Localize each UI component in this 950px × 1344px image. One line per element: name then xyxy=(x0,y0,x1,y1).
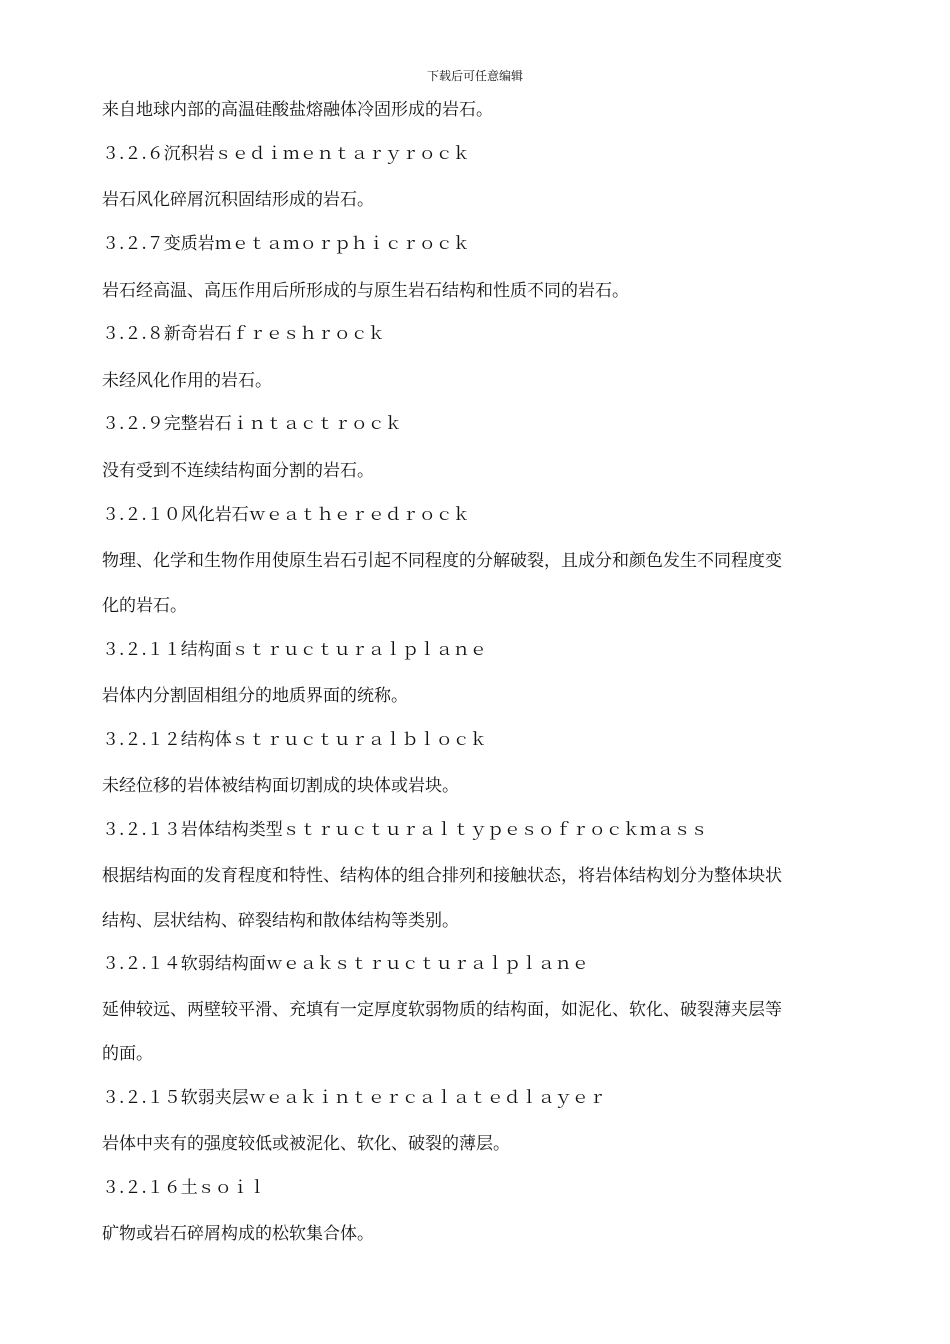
text-line: 的面。 xyxy=(102,1044,153,1064)
text-line: 来自地球内部的高温硅酸盐熔融体冷固形成的岩石。 xyxy=(102,100,493,120)
text-line: 延伸较远、两壁较平滑、充填有一定厚度软弱物质的结构面，如泥化、软化、破裂薄夹层等 xyxy=(102,1000,782,1020)
text-line: 没有受到不连续结构面分割的岩石。 xyxy=(102,461,374,481)
term-heading: ３.２.１５软弱夹层ｗｅａｋｉｎｔｅｒｃａｌａｔｅｄｌａｙｅｒ xyxy=(102,1088,606,1108)
term-heading: ３.２.１３岩体结构类型ｓｔｒｕｃｔｕｒａｌｔｙｐｅｓｏｆｒｏｃｋｍａｓｓ xyxy=(102,820,708,840)
text-line: 岩石经高温、高压作用后所形成的与原生岩石结构和性质不同的岩石。 xyxy=(102,281,629,301)
text-line: 矿物或岩石碎屑构成的松软集合体。 xyxy=(102,1224,374,1244)
term-heading: ３.２.１６土ｓｏｉｌ xyxy=(102,1178,266,1198)
term-heading: ３.２.１１结构面ｓｔｒｕｃｔｕｒａｌｐｌａｎｅ xyxy=(102,640,487,660)
text-line: 岩石风化碎屑沉积固结形成的岩石。 xyxy=(102,190,374,210)
term-heading: ３.２.８新奇岩石ｆｒｅｓｈｒｏｃｋ xyxy=(102,324,385,344)
term-heading: ３.２.９完整岩石ｉｎｔａｃｔｒｏｃｋ xyxy=(102,414,402,434)
text-line: 根据结构面的发育程度和特性、结构体的组合排列和接触状态，将岩体结构划分为整体块状 xyxy=(102,866,782,886)
text-line: 结构、层状结构、碎裂结构和散体结构等类别。 xyxy=(102,911,459,931)
text-line: 岩体中夹有的强度较低或被泥化、软化、破裂的薄层。 xyxy=(102,1134,510,1154)
term-heading: ３.２.１４软弱结构面ｗｅａｋｓｔｒｕｃｔｕｒａｌｐｌａｎｅ xyxy=(102,954,589,974)
term-heading: ３.２.７变质岩ｍｅｔａｍｏｒｐｈｉｃｒｏｃｋ xyxy=(102,234,470,254)
term-heading: ３.２.１２结构体ｓｔｒｕｃｔｕｒａｌｂｌｏｃｋ xyxy=(102,730,487,750)
text-line: 未经位移的岩体被结构面切割成的块体或岩块。 xyxy=(102,776,459,796)
term-heading: ３.２.６沉积岩ｓｅｄｉｍｅｎｔａｒｙｒｏｃｋ xyxy=(102,144,470,164)
page-header: 下载后可任意编辑 xyxy=(426,69,523,83)
text-line: 岩体内分割固相组分的地质界面的统称。 xyxy=(102,686,408,706)
text-line: 未经风化作用的岩石。 xyxy=(102,371,272,391)
term-heading: ３.２.１０风化岩石ｗｅａｔｈｅｒｅｄｒｏｃｋ xyxy=(102,505,470,525)
text-line: 化的岩石。 xyxy=(102,596,187,616)
text-line: 物理、化学和生物作用使原生岩石引起不同程度的分解破裂，且成分和颜色发生不同程度变 xyxy=(102,551,782,571)
